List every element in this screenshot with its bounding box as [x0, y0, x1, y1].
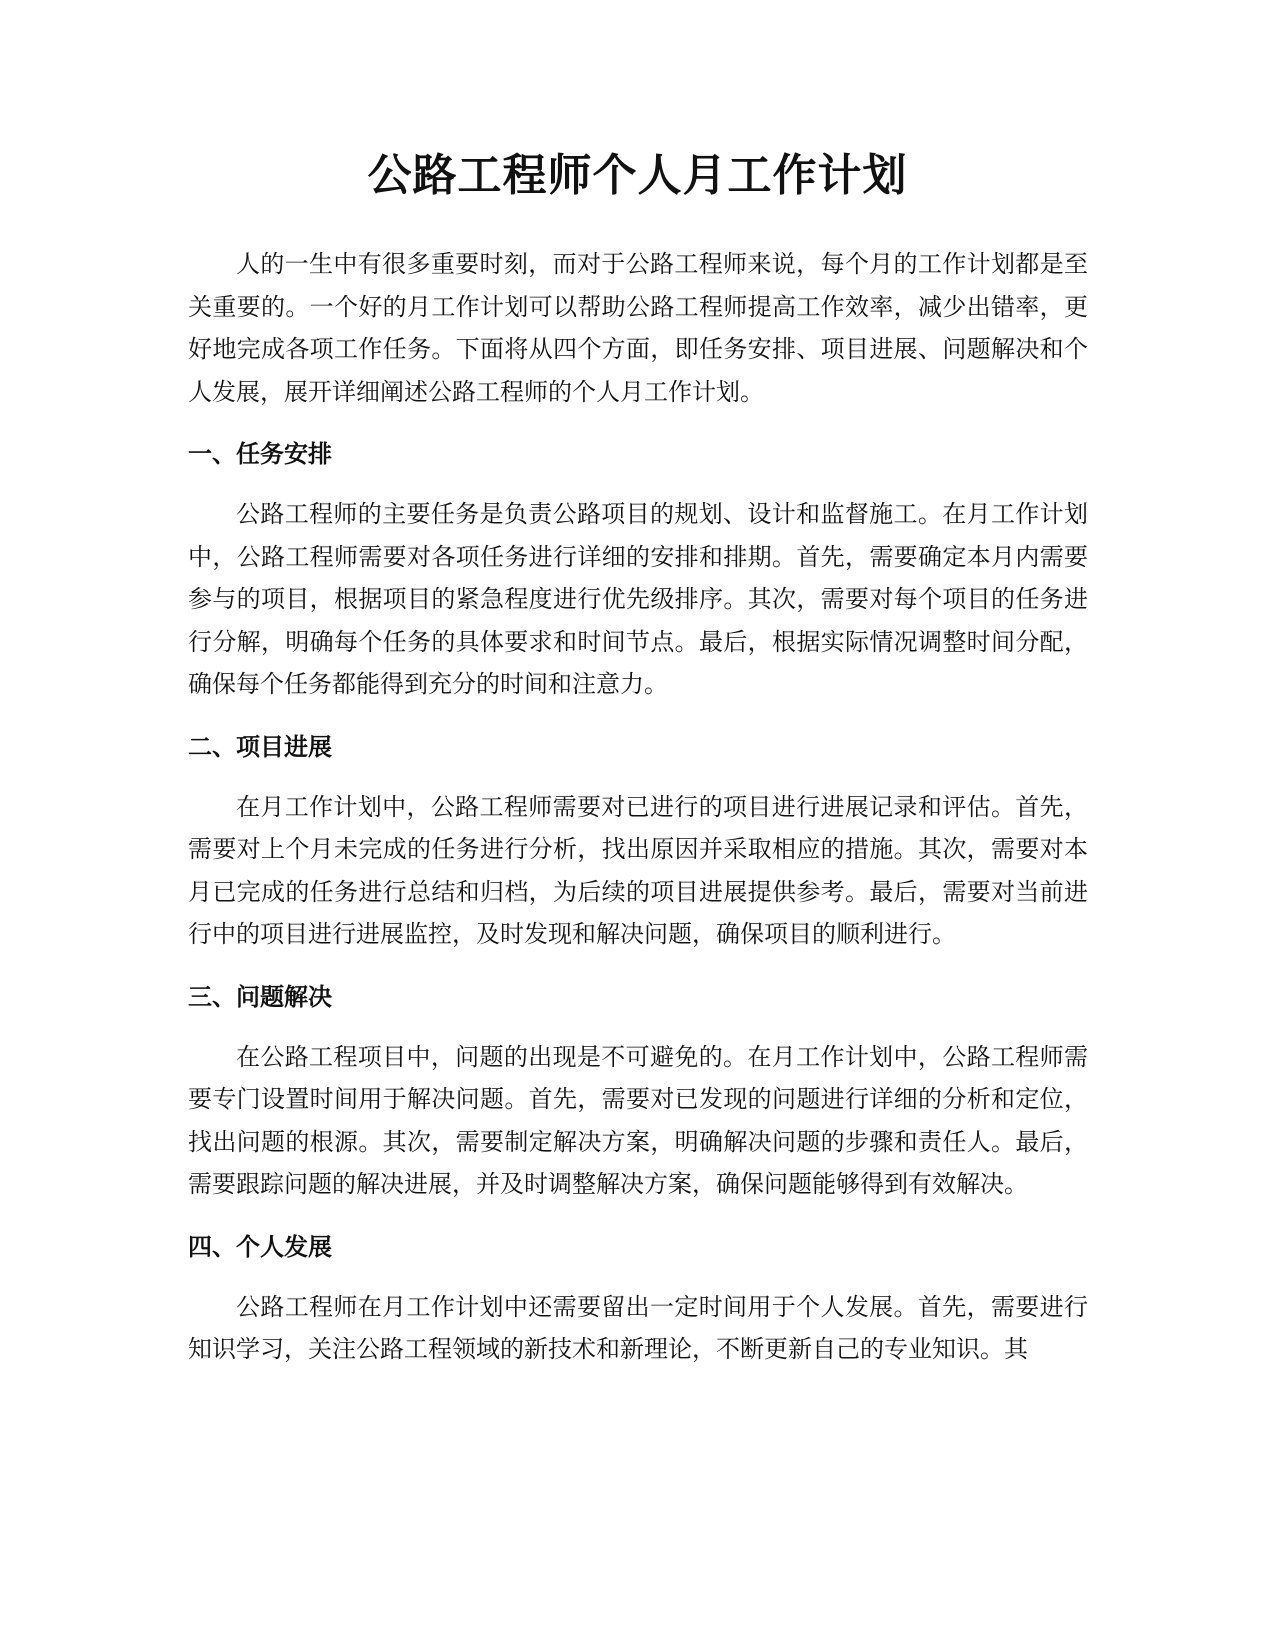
document-body — [188, 243, 1088, 1371]
section-body-project-progress: 在月工作计划中，公路工程师需要对已进行的项目进行进展记录和评估。首先，需要对上个月未完成的任务进行分析，找出原因并采取相应的措施。其次，需要对本月已完成的任务进行总结和归档，为后续的项目进展提供参考。最后，需要对当前进行中的项目进行进展监控，及时发现和解决问题，确保项目的顺利进行。 — [188, 792, 1088, 948]
section-body-personal-development: 公路工程师在月工作计划中还需要留出一定时间用于个人发展。首先，需要进行知识学习，关注公路工程领域的新技术和新理论，不断更新自己的专业知识。其 — [188, 1292, 1088, 1363]
section-heading-task-arrangement: 一、任务安排 — [188, 440, 332, 468]
section-heading-personal-development: 四、个人发展 — [188, 1232, 332, 1261]
section-body-problem-solving: 在公路工程项目中，问题的出现是不可避免的。在月工作计划中，公路工程师需要专门设置时间用于解决问题。首先，需要对已发现的问题进行详细的分析和定位，找出问题的根源。其次，需要制定解决方案，明确解决问题的步骤和责任人。最后，需要跟踪问题的解决进展，并及时调整解决方案，确保问题能够得到有效解决。 — [188, 1042, 1088, 1198]
section-heading-project-progress: 二、项目进展 — [188, 732, 332, 761]
document-title: 公路工程师个人月工作计划 — [367, 150, 908, 201]
section-heading-problem-solving: 三、问题解决 — [188, 982, 332, 1011]
section-body-task-arrangement: 公路工程师的主要任务是负责公路项目的规划、设计和监督施工。在月工作计划中，公路工程师需要对各项任务进行详细的安排和排期。首先，需要确定本月内需要参与的项目，根据项目的紧急程度进行优先级排序。其次，需要对每个项目的任务进行分解，明确每个任务的具体要求和时间节点。最后，根据实际情况调整时间分配，确保每个任务都能得到充分的时间和注意力。 — [188, 500, 1088, 698]
intro-paragraph: 人的一生中有很多重要时刻，而对于公路工程师来说，每个月的工作计划都是至关重要的。一个好的月工作计划可以帮助公路工程师提高工作效率，减少出错率，更好地完成各项工作任务。下面将从四个方面，即任务安排、项目进展、问题解决和个人发展，展开详细阐述公路工程师的个人月工作计划。 — [188, 250, 1088, 406]
